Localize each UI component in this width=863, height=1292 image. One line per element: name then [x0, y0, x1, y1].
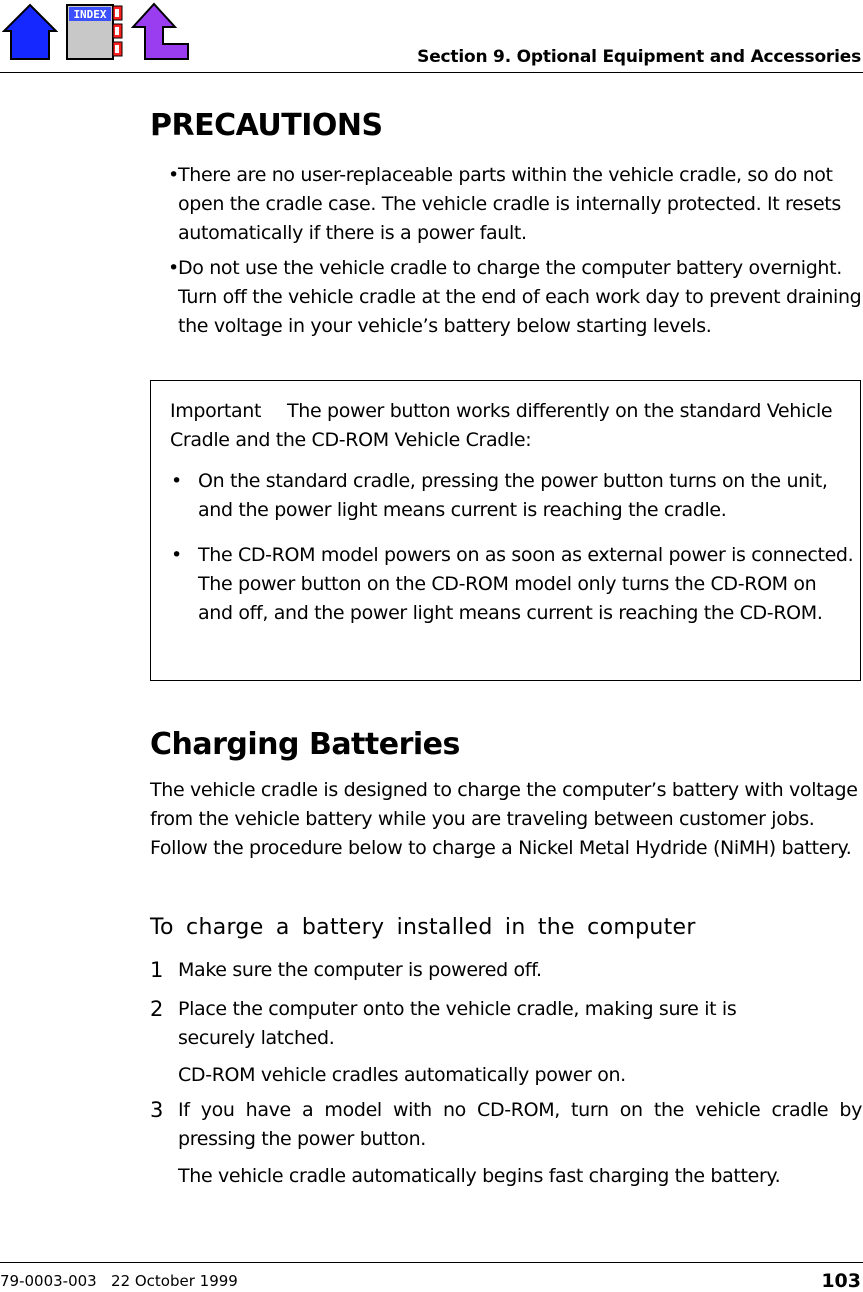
important-item: [170, 467, 855, 525]
bullet-icon: •: [168, 164, 179, 186]
up-button[interactable]: [131, 2, 191, 62]
step-number: 2: [150, 997, 164, 1021]
document-id: 79-0003-003 22 October 1999: [0, 1272, 238, 1290]
step-1: [150, 956, 862, 985]
bullet-icon: •: [168, 257, 179, 279]
step-number: 1: [150, 958, 164, 982]
precaution-text: Do not use the vehicle cradle to charge the computer battery overnight. Turn off the vehicle cradle at the end of each work day to prevent draining the voltage in your vehicle’s battery below starting levels.: [178, 257, 862, 337]
precaution-item: [150, 254, 862, 341]
step-text: Make sure the computer is powered off.: [178, 959, 542, 981]
precaution-item: [150, 161, 862, 248]
step-text: If you have a model with no CD-ROM, turn on the vehicle cradle by pressing the power button.: [178, 1099, 862, 1150]
important-note: [170, 397, 855, 455]
home-button[interactable]: [2, 2, 58, 62]
precautions-heading: PRECAUTIONS: [150, 108, 383, 143]
step-number: 3: [150, 1098, 164, 1122]
step-2: [150, 995, 862, 1090]
home-icon: [2, 2, 58, 62]
page-number: 103: [821, 1270, 861, 1292]
index-icon: [65, 2, 125, 62]
important-item: [170, 541, 855, 628]
header-rule: [0, 72, 863, 73]
section-header: Section 9. Optional Equipment and Accessories: [417, 47, 861, 67]
bullet-icon: •: [171, 470, 182, 492]
procedure-title: To charge a battery installed in the computer: [150, 915, 696, 940]
important-text: The power button works differently on the standard Vehicle Cradle and the CD-ROM Vehicle Cradle:: [170, 400, 833, 451]
step-3: [150, 1096, 862, 1191]
bullet-icon: •: [171, 544, 182, 566]
important-note-box: [150, 380, 861, 681]
charging-heading: Charging Batteries: [150, 727, 460, 762]
step-text: Place the computer onto the vehicle cradle, making sure it is securely latched.: [178, 998, 737, 1049]
important-label: Important: [170, 400, 262, 422]
important-item-text: On the standard cradle, pressing the power button turns on the unit, and the power light means current is reaching the cradle.: [198, 470, 828, 521]
index-label: INDEX: [73, 8, 107, 21]
index-button[interactable]: [65, 2, 125, 62]
precaution-text: There are no user-replaceable parts within the vehicle cradle, so do not open the cradle case. The vehicle cradle is internally protected. It resets automatically if there is a power fault.: [178, 164, 841, 244]
charging-intro: The vehicle cradle is designed to charge the computer’s battery with voltage from the vehicle battery while you are traveling between customer jobs. Follow the procedure below to charge a Nickel Metal Hydride (NiMH) battery.: [150, 779, 858, 859]
footer-rule: [0, 1262, 863, 1263]
important-item-text: The CD-ROM model powers on as soon as external power is connected. The power button on the CD-ROM model only turns the CD-ROM on and off, and the power light means current is reaching the CD-ROM.: [198, 544, 854, 624]
up-arrow-icon: [131, 2, 191, 62]
step-note: CD-ROM vehicle cradles automatically power on.: [178, 1064, 626, 1086]
step-note: The vehicle cradle automatically begins fast charging the battery.: [178, 1165, 781, 1187]
important-list: [170, 467, 855, 628]
precautions-list: [150, 161, 862, 341]
